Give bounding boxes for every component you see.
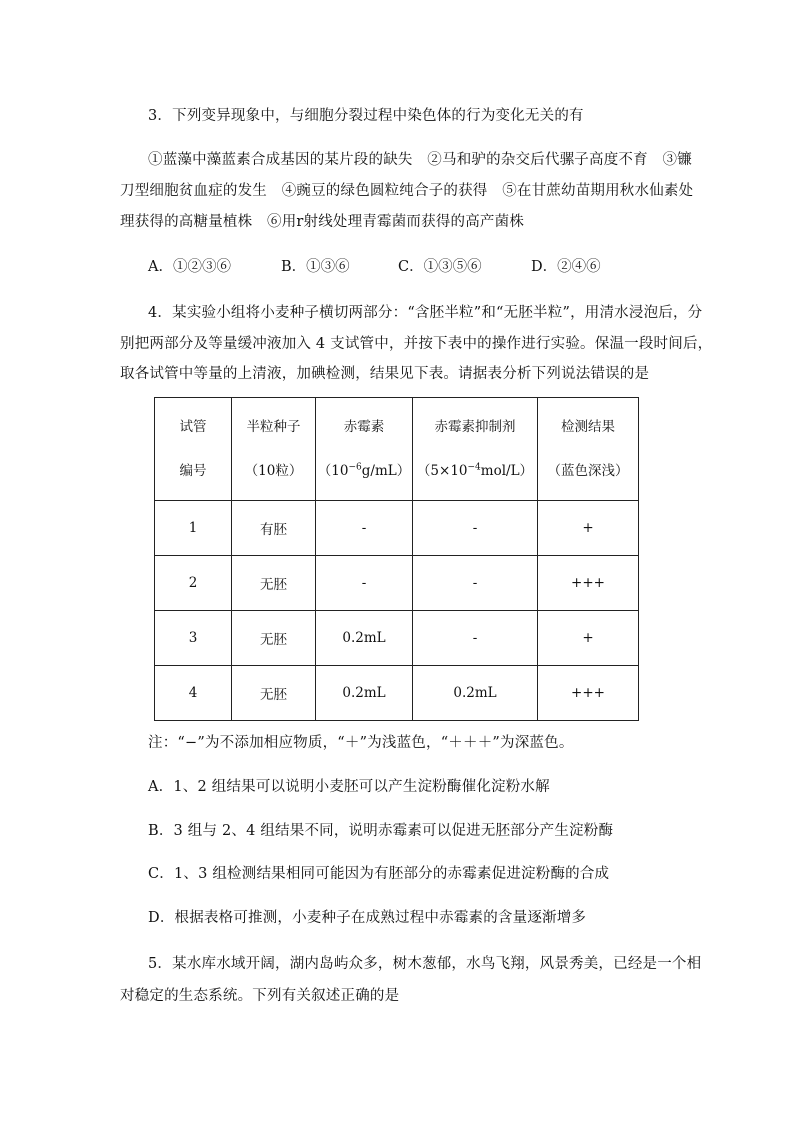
q3-option-b[interactable]: B．①③⑥ [281, 259, 350, 275]
table-cell: 0.2mL [413, 666, 538, 721]
table-cell: + [538, 611, 639, 666]
table-cell: 1 [155, 501, 232, 556]
q4-option-c[interactable]: C．1、3 组检测结果相同可能因为有胚部分的赤霉素促进淀粉酶的合成 [148, 866, 610, 882]
q3-body-line-2: 刀型细胞贫血症的发生 ④豌豆的绿色圆粒纯合子的获得 ⑤在甘蔗幼苗期用秋水仙素处 [120, 183, 694, 199]
table-cell: +++ [538, 556, 639, 611]
table-cell: 0.2mL [316, 666, 413, 721]
experiment-table [154, 397, 639, 721]
q3-body-line-1: ①蓝藻中藻蓝素合成基因的某片段的缺失 ②马和驴的杂交后代骡子高度不育 ③镰 [148, 152, 692, 168]
q4-option-a[interactable]: A．1、2 组结果可以说明小麦胚可以产生淀粉酶催化淀粉水解 [148, 779, 550, 795]
table-cell: - [413, 556, 538, 611]
q4-table-note: 注：“−”为不添加相应物质，“＋”为浅蓝色，“＋＋＋”为深蓝色。 [148, 735, 574, 751]
q4-stem-line-3: 取各试管中等量的上清液，加碘检测，结果见下表。请据表分析下列说法错误的是 [120, 366, 650, 382]
table-cell: 无胚 [232, 611, 316, 666]
header-tube-number: 试管 编号 [155, 398, 232, 501]
q3-stem: 3．下列变异现象中，与细胞分裂过程中染色体的行为变化无关的有 [148, 108, 584, 124]
table-row [155, 556, 639, 611]
table-cell: 无胚 [232, 666, 316, 721]
table-row [155, 611, 639, 666]
table-cell: - [316, 556, 413, 611]
q5-stem-line-1: 5．某水库水域开阔，湖内岛屿众多，树木葱郁，水鸟飞翔，风景秀美，已经是一个相 [148, 956, 702, 972]
q4-stem-line-1: 4．某实验小组将小麦种子横切两部分：“含胚半粒”和“无胚半粒”，用清水浸泡后，分 [148, 305, 703, 321]
table-cell: - [316, 501, 413, 556]
header-gibberellin: 赤霉素 $(10^{-6}g/mL)$ [316, 398, 413, 501]
table-cell: +++ [538, 666, 639, 721]
table-cell: - [413, 501, 538, 556]
q4-option-b[interactable]: B．3 组与 2、4 组结果不同，说明赤霉素可以促进无胚部分产生淀粉酶 [148, 823, 614, 839]
q3-option-c[interactable]: C．①③⑤⑥ [398, 259, 482, 275]
table-cell: 4 [155, 666, 232, 721]
table-cell: 0.2mL [316, 611, 413, 666]
table-cell: + [538, 501, 639, 556]
header-test-result: 检测结果 （蓝色深浅） [538, 398, 639, 501]
header-gibberellin-inhibitor: 赤霉素抑制剂 $(5\times 10^{-4}mol/L)$ [413, 398, 538, 501]
table-cell: - [413, 611, 538, 666]
table-cell: 有胚 [232, 501, 316, 556]
table-row [155, 666, 639, 721]
table-cell: 无胚 [232, 556, 316, 611]
table-cell: 3 [155, 611, 232, 666]
q4-stem-line-2: 别把两部分及等量缓冲液加入 4 支试管中，并按下表中的操作进行实验。保温一段时间后， [120, 336, 713, 352]
table-header-row [155, 398, 639, 501]
table-row [155, 501, 639, 556]
table-cell: 2 [155, 556, 232, 611]
header-half-seed: 半粒种子 （10粒） [232, 398, 316, 501]
q3-option-a[interactable]: A．①②③⑥ [148, 259, 231, 275]
q5-stem-line-2: 对稳定的生态系统。下列有关叙述正确的是 [120, 988, 400, 1004]
q3-body-line-3: 理获得的高糖量植株 ⑥用r射线处理青霉菌而获得的高产菌株 [120, 214, 525, 230]
q4-option-d[interactable]: D．根据表格可推测，小麦种子在成熟过程中赤霉素的含量逐渐增多 [148, 910, 587, 926]
q3-option-d[interactable]: D．②④⑥ [531, 259, 601, 275]
